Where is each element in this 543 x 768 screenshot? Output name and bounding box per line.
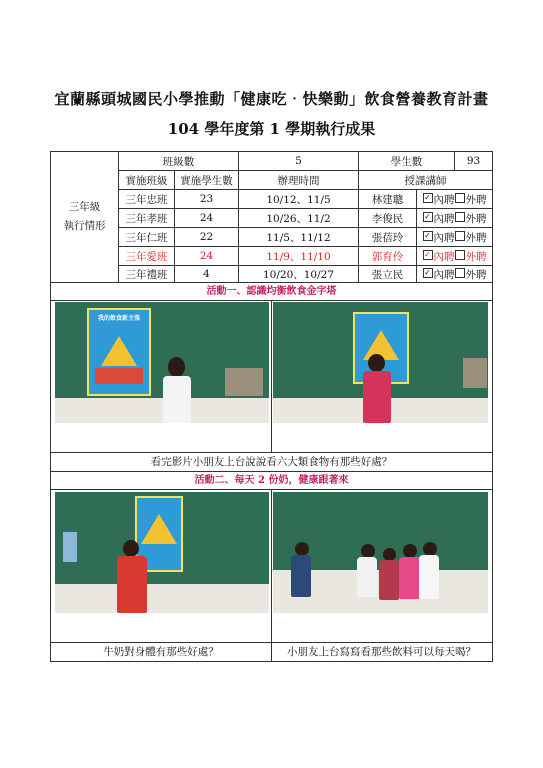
student-body: [399, 557, 421, 599]
inner-label: 內聘: [433, 268, 455, 281]
student-body: [291, 555, 311, 597]
food-pyramid-poster: [87, 308, 151, 396]
pyramid-shape: [141, 514, 177, 544]
execution-label: 執行情形: [63, 220, 106, 232]
outer-checkbox[interactable]: [455, 212, 465, 222]
row-students: 22: [175, 228, 239, 247]
row-time: 10/26、11/2: [239, 209, 359, 228]
header-students: 實施學生數: [175, 171, 239, 190]
inner-checkbox[interactable]: ✓: [424, 193, 431, 202]
row-teacher: 林建聰: [359, 190, 417, 209]
student-figure: [368, 354, 385, 372]
outer-checkbox[interactable]: [455, 250, 465, 260]
row-hire-type: [417, 190, 492, 209]
document-title: 宜蘭縣頭城國民小學推動「健康吃‧快樂動」飲食營養教育計畫: [54, 90, 489, 108]
student-count-value: 93: [455, 152, 492, 171]
class-count-value: 5: [239, 152, 359, 171]
inner-label: 內聘: [433, 250, 455, 263]
inner-label: 內聘: [433, 193, 455, 206]
header-teacher: 授課講師: [359, 171, 492, 190]
row-time: 10/20、10/27: [239, 266, 359, 283]
row-hire-type: [417, 266, 492, 283]
activity1-title: 活動一、認識均衡飲食金字塔: [51, 283, 492, 301]
row-hire-type: [417, 228, 492, 247]
student-count-label: 學生數: [359, 152, 455, 171]
row-class: 三年愛班: [119, 247, 175, 266]
row-hire-type: [417, 247, 492, 266]
header-class: 實施班級: [119, 171, 175, 190]
student-figure: [423, 542, 437, 556]
row-students: 23: [175, 190, 239, 209]
photo-divider: [271, 490, 272, 662]
row-students: 4: [175, 266, 239, 283]
activity2-photo-right: [273, 492, 488, 613]
student-body: [163, 376, 191, 423]
row-class: 三年孝班: [119, 209, 175, 228]
row-time: 10/12、11/5: [239, 190, 359, 209]
document-subtitle: 104 學年度第 1 學期執行成果: [167, 120, 376, 138]
row-teacher: 張立民: [359, 266, 417, 283]
board-paper: [63, 532, 77, 562]
results-table: [50, 151, 493, 662]
grade-label-cell: [51, 152, 119, 283]
student-figure: [361, 544, 375, 558]
outer-label: 外聘: [465, 268, 487, 281]
row-time: 11/5、11/12: [239, 228, 359, 247]
row-time: 11/9、11/10: [239, 247, 359, 266]
outer-checkbox[interactable]: [455, 231, 465, 241]
inner-label: 內聘: [433, 212, 455, 225]
student-figure: [295, 542, 309, 556]
row-class: 三年禮班: [119, 266, 175, 283]
inner-checkbox[interactable]: ✓: [424, 231, 431, 240]
activity2-title: 活動二、每天 2 份奶，健康跟著來: [51, 472, 492, 490]
student-body: [357, 557, 377, 597]
activity1-photo-left: [55, 302, 269, 423]
outer-checkbox[interactable]: [455, 268, 465, 278]
student-figure: [123, 540, 139, 557]
activity1-caption: 看完影片小朋友上台說說看六大類食物有那些好處？: [51, 452, 492, 472]
photo-divider: [271, 301, 272, 452]
outer-label: 外聘: [465, 231, 487, 244]
row-class: 三年忠班: [119, 190, 175, 209]
activity1-photo-right: [273, 302, 488, 423]
row-class: 三年仁班: [119, 228, 175, 247]
row-hire-type: [417, 209, 492, 228]
activity2-caption-right: 小朋友上台寫寫看那些飲料可以每天喝？: [271, 642, 492, 662]
row-students: 24: [175, 209, 239, 228]
inner-checkbox[interactable]: ✓: [424, 212, 431, 221]
poster-title: 我的飲食新主張: [97, 315, 140, 322]
row-students: 24: [175, 247, 239, 266]
student-figure: [403, 544, 417, 558]
student-figure: [168, 357, 185, 377]
student-body: [363, 371, 391, 423]
inner-checkbox[interactable]: ✓: [424, 250, 431, 259]
outer-label: 外聘: [465, 250, 487, 263]
board-cards: [463, 358, 487, 388]
inner-checkbox[interactable]: ✓: [424, 268, 431, 277]
activity2-caption-left: 牛奶對身體有那些好處？: [51, 642, 271, 662]
board-cards: [225, 368, 263, 396]
outer-label: 外聘: [465, 212, 487, 225]
grade-label: 三年級: [68, 201, 101, 213]
inner-label: 內聘: [433, 231, 455, 244]
outer-label: 外聘: [465, 193, 487, 206]
class-count-label: 班級數: [119, 152, 239, 171]
pyramid-shape: [101, 336, 137, 366]
outer-checkbox[interactable]: [455, 193, 465, 203]
row-teacher: 郭育伶: [359, 247, 417, 266]
row-teacher: 李俊民: [359, 209, 417, 228]
student-body: [117, 556, 147, 613]
row-teacher: 張蓓玲: [359, 228, 417, 247]
student-body: [419, 555, 439, 599]
header-time: 辦理時間: [239, 171, 359, 190]
poster-food-band: [95, 368, 143, 384]
activity2-photo-left: [55, 492, 269, 613]
student-body: [379, 560, 399, 600]
